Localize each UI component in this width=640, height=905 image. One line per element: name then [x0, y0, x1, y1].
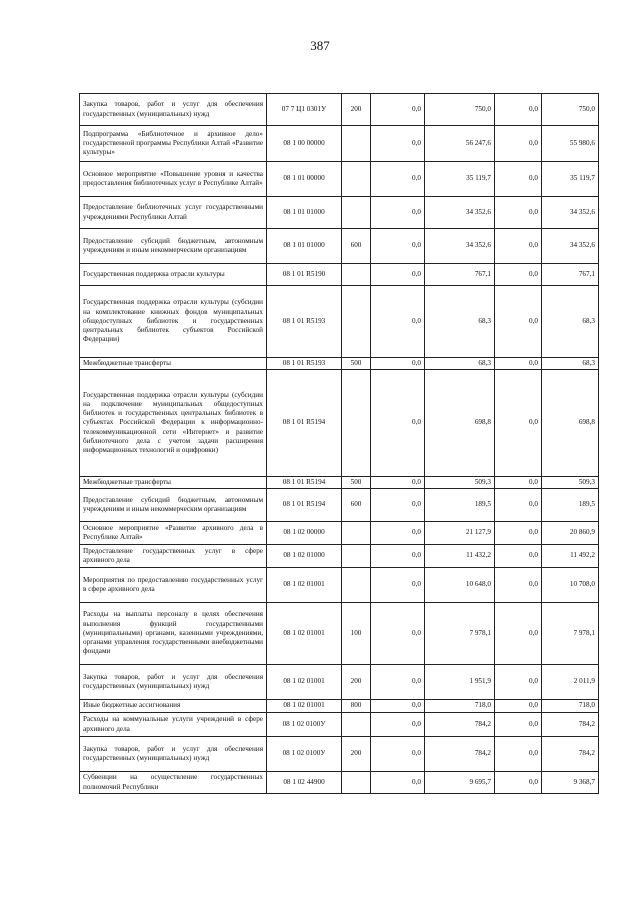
row-value-2: 35 119,7 — [425, 162, 495, 197]
row-expense-type: 500 — [342, 477, 371, 489]
row-value-4: 750,0 — [542, 94, 599, 126]
row-value-2: 767,1 — [425, 264, 495, 286]
row-expense-type — [342, 568, 371, 603]
table-row — [80, 545, 599, 568]
row-value-1: 0,0 — [371, 477, 425, 489]
row-expense-type: 200 — [342, 94, 371, 126]
row-name: Субвенции на осуществление государственных полномочий Республики — [80, 772, 267, 794]
row-code: 08 1 01 01000 — [267, 229, 342, 264]
row-value-1: 0,0 — [371, 94, 425, 126]
row-code: 08 1 01 R5194 — [267, 477, 342, 489]
table-row — [80, 162, 599, 197]
row-value-3: 0,0 — [495, 477, 542, 489]
row-code: 08 1 01 00000 — [267, 162, 342, 197]
table-row — [80, 477, 599, 489]
row-value-4: 11 492,2 — [542, 545, 599, 568]
row-name: Основное мероприятие «Развитие архивного дела в Республике Алтай» — [80, 522, 267, 545]
row-value-4: 35 119,7 — [542, 162, 599, 197]
row-value-4: 10 708,0 — [542, 568, 599, 603]
row-value-2: 698,8 — [425, 370, 495, 477]
row-value-2: 10 648,0 — [425, 568, 495, 603]
row-value-3: 0,0 — [495, 603, 542, 665]
table-row — [80, 358, 599, 370]
row-name: Закупка товаров, работ и услуг для обеспечения государственных (муниципальных) нужд — [80, 737, 267, 772]
row-value-2: 34 352,6 — [425, 197, 495, 229]
table-row — [80, 700, 599, 713]
row-value-1: 0,0 — [371, 264, 425, 286]
table-row — [80, 126, 599, 162]
row-name: Государственная поддержка отрасли культуры (субсидии на подключение муниципальных общедоступных библиотек и государственных центральных библиотек в субъектах Российской Федерации к информационно-телекоммуникационной сети «Интернет» и развитие библиотечного дела с учетом задачи расширения информационных технологий и оцифровки) — [80, 370, 267, 477]
row-value-4: 7 978,1 — [542, 603, 599, 665]
row-expense-type — [342, 162, 371, 197]
row-value-1: 0,0 — [371, 197, 425, 229]
row-value-4: 55 980,6 — [542, 126, 599, 162]
row-code: 08 1 02 01001 — [267, 700, 342, 713]
row-expense-type: 600 — [342, 489, 371, 522]
table-row — [80, 568, 599, 603]
row-code: 08 1 01 01000 — [267, 197, 342, 229]
table-row — [80, 94, 599, 126]
row-value-3: 0,0 — [495, 545, 542, 568]
row-name: Расходы на коммунальные услуги учреждений в сфере архивного дела — [80, 713, 267, 737]
row-value-3: 0,0 — [495, 665, 542, 700]
row-value-4: 767,1 — [542, 264, 599, 286]
row-value-4: 34 352,6 — [542, 197, 599, 229]
row-value-2: 189,5 — [425, 489, 495, 522]
row-value-2: 11 432,2 — [425, 545, 495, 568]
row-name: Подпрограмма «Библиотечное и архивное дело» государственной программы Республики Алтай «Развитие культуры» — [80, 126, 267, 162]
row-value-1: 0,0 — [371, 545, 425, 568]
row-name: Предоставление субсидий бюджетным, автономным учреждениям и иным некоммерческим организациям — [80, 229, 267, 264]
row-value-3: 0,0 — [495, 162, 542, 197]
row-code: 08 1 02 01001 — [267, 603, 342, 665]
row-value-2: 784,2 — [425, 713, 495, 737]
row-value-4: 509,3 — [542, 477, 599, 489]
row-value-3: 0,0 — [495, 126, 542, 162]
row-code: 08 1 01 R5190 — [267, 264, 342, 286]
row-value-4: 2 011,9 — [542, 665, 599, 700]
row-value-2: 1 951,9 — [425, 665, 495, 700]
row-value-1: 0,0 — [371, 489, 425, 522]
row-code: 08 1 00 00000 — [267, 126, 342, 162]
row-value-2: 56 247,6 — [425, 126, 495, 162]
page-number: 387 — [310, 38, 330, 53]
row-value-1: 0,0 — [371, 370, 425, 477]
row-value-4: 784,2 — [542, 713, 599, 737]
row-value-1: 0,0 — [371, 700, 425, 713]
table-row — [80, 370, 599, 477]
row-value-4: 20 860,9 — [542, 522, 599, 545]
row-expense-type: 100 — [342, 603, 371, 665]
row-code: 07 7 Ц1 0301У — [267, 94, 342, 126]
row-value-1: 0,0 — [371, 568, 425, 603]
row-value-4: 189,5 — [542, 489, 599, 522]
row-value-4: 68,3 — [542, 286, 599, 358]
table-row — [80, 737, 599, 772]
row-code: 08 1 01 R5193 — [267, 286, 342, 358]
row-value-2: 21 127,9 — [425, 522, 495, 545]
row-value-1: 0,0 — [371, 603, 425, 665]
row-name: Межбюджетные трансферты — [80, 358, 267, 370]
table-row — [80, 603, 599, 665]
row-name: Государственная поддержка отрасли культуры (субсидии на комплектование книжных фондов муниципальных общедоступных библиотек и государственных центральных библиотек субъектов Российской Федерации) — [80, 286, 267, 358]
row-name: Мероприятия по предоставлению государственных услуг в сфере архивного дела — [80, 568, 267, 603]
row-value-3: 0,0 — [495, 370, 542, 477]
row-value-3: 0,0 — [495, 197, 542, 229]
row-value-1: 0,0 — [371, 665, 425, 700]
row-expense-type — [342, 264, 371, 286]
row-value-3: 0,0 — [495, 568, 542, 603]
row-name: Иные бюджетные ассигнования — [80, 700, 267, 713]
row-expense-type — [342, 522, 371, 545]
row-value-2: 34 352,6 — [425, 229, 495, 264]
row-expense-type: 500 — [342, 358, 371, 370]
row-value-2: 509,3 — [425, 477, 495, 489]
row-code: 08 1 02 0100У — [267, 713, 342, 737]
row-code: 08 1 02 01001 — [267, 568, 342, 603]
row-code: 08 1 02 01000 — [267, 545, 342, 568]
row-expense-type — [342, 713, 371, 737]
row-value-3: 0,0 — [495, 286, 542, 358]
row-value-4: 9 368,7 — [542, 772, 599, 794]
row-expense-type: 600 — [342, 229, 371, 264]
row-value-1: 0,0 — [371, 737, 425, 772]
row-value-2: 750,0 — [425, 94, 495, 126]
table-row — [80, 522, 599, 545]
row-value-1: 0,0 — [371, 229, 425, 264]
row-value-1: 0,0 — [371, 358, 425, 370]
table-row — [80, 264, 599, 286]
row-name: Предоставление государственных услуг в сфере архивного дела — [80, 545, 267, 568]
row-value-1: 0,0 — [371, 162, 425, 197]
row-expense-type: 200 — [342, 737, 371, 772]
row-value-4: 784,2 — [542, 737, 599, 772]
row-code: 08 1 02 44900 — [267, 772, 342, 794]
row-expense-type — [342, 126, 371, 162]
row-value-3: 0,0 — [495, 229, 542, 264]
row-value-4: 68,3 — [542, 358, 599, 370]
row-value-1: 0,0 — [371, 286, 425, 358]
row-value-1: 0,0 — [371, 522, 425, 545]
row-value-4: 698,8 — [542, 370, 599, 477]
table-row — [80, 229, 599, 264]
row-value-2: 68,3 — [425, 286, 495, 358]
row-expense-type: 200 — [342, 665, 371, 700]
row-value-2: 68,3 — [425, 358, 495, 370]
row-code: 08 1 02 00000 — [267, 522, 342, 545]
row-value-1: 0,0 — [371, 772, 425, 794]
row-expense-type — [342, 772, 371, 794]
table-row — [80, 772, 599, 794]
row-expense-type — [342, 286, 371, 358]
row-value-3: 0,0 — [495, 737, 542, 772]
row-name: Государственная поддержка отрасли культуры — [80, 264, 267, 286]
row-value-3: 0,0 — [495, 94, 542, 126]
table-row — [80, 286, 599, 358]
row-name: Основное мероприятие «Повышение уровня и качества предоставления библиотечных услуг в Республике Алтай» — [80, 162, 267, 197]
row-value-2: 9 695,7 — [425, 772, 495, 794]
row-value-3: 0,0 — [495, 700, 542, 713]
row-name: Расходы на выплаты персоналу в целях обеспечения выполнения функций государственными (муниципальными) органами, казенными учреждениями, органами управления государственными внебюджетными фондами — [80, 603, 267, 665]
row-value-2: 784,2 — [425, 737, 495, 772]
row-name: Предоставление библиотечных услуг государственными учреждениями Республики Алтай — [80, 197, 267, 229]
row-value-3: 0,0 — [495, 264, 542, 286]
row-expense-type: 800 — [342, 700, 371, 713]
table-row — [80, 713, 599, 737]
row-code: 08 1 02 01001 — [267, 665, 342, 700]
row-code: 08 1 01 R5194 — [267, 489, 342, 522]
row-value-3: 0,0 — [495, 358, 542, 370]
row-value-3: 0,0 — [495, 772, 542, 794]
table-row — [80, 197, 599, 229]
row-value-4: 34 352,6 — [542, 229, 599, 264]
row-value-1: 0,0 — [371, 126, 425, 162]
row-name: Межбюджетные трансферты — [80, 477, 267, 489]
row-value-3: 0,0 — [495, 489, 542, 522]
budget-table — [79, 93, 599, 794]
row-code: 08 1 02 0100У — [267, 737, 342, 772]
row-name: Предоставление субсидий бюджетным, автономным учреждениям и иным некоммерческим организациям — [80, 489, 267, 522]
row-expense-type — [342, 197, 371, 229]
table-row — [80, 489, 599, 522]
row-value-3: 0,0 — [495, 713, 542, 737]
row-value-2: 718,0 — [425, 700, 495, 713]
row-value-1: 0,0 — [371, 713, 425, 737]
row-expense-type — [342, 370, 371, 477]
row-value-3: 0,0 — [495, 522, 542, 545]
row-code: 08 1 01 R5193 — [267, 358, 342, 370]
row-name: Закупка товаров, работ и услуг для обеспечения государственных (муниципальных) нужд — [80, 665, 267, 700]
row-name: Закупка товаров, работ и услуг для обеспечения государственных (муниципальных) нужд — [80, 94, 267, 126]
row-expense-type — [342, 545, 371, 568]
row-value-2: 7 978,1 — [425, 603, 495, 665]
row-code: 08 1 01 R5194 — [267, 370, 342, 477]
table-row — [80, 665, 599, 700]
row-value-4: 718,0 — [542, 700, 599, 713]
